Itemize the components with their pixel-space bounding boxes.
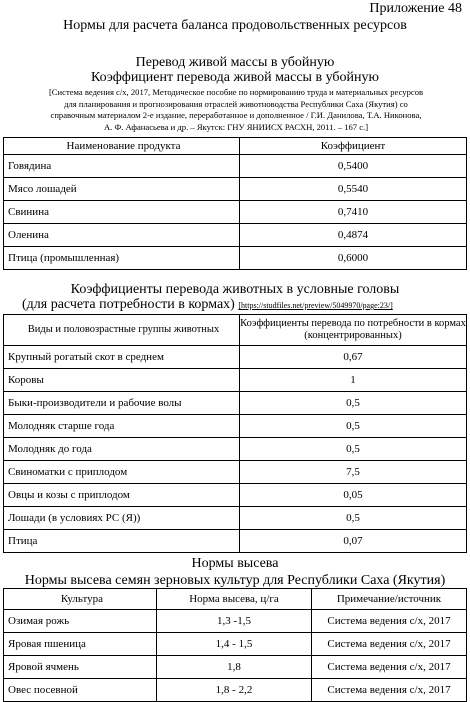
source-line: [Система ведения с/х, 2017, Методическое пособие по нормированию труда и материальных ресурсов [48, 87, 424, 97]
coefficient-cell: 0,05 [240, 484, 467, 507]
animal-group-cell: Птица [4, 530, 240, 553]
slaughter-coefficient-table [3, 137, 467, 270]
crop-cell: Озимая рожь [4, 610, 157, 633]
animal-group-cell: Свиноматки с приплодом [4, 461, 240, 484]
table-row [4, 507, 467, 530]
animal-group-cell: Овцы и козы с приплодом [4, 484, 240, 507]
section2-heading: Коэффициенты перевода животных в условные головы [70, 282, 400, 297]
table-row [4, 610, 467, 633]
coefficient-cell: 0,67 [240, 346, 467, 369]
table-header-row [4, 138, 467, 155]
table-row [4, 438, 467, 461]
column-header-seeding-rate: Норма высева, ц/га [157, 589, 312, 610]
section2-subheading: (для расчета потребности в кормах) [22, 297, 235, 312]
coefficient-cell: 0,5400 [240, 155, 467, 178]
table-header-row [4, 315, 467, 346]
column-header-crop: Культура [4, 589, 157, 610]
crop-cell: Яровая пшеница [4, 633, 157, 656]
seeding-rate-cell: 1,4 - 1,5 [157, 633, 312, 656]
section2-subheading-line [22, 297, 393, 313]
coefficient-cell: 0,07 [240, 530, 467, 553]
coefficient-cell: 0,5 [240, 507, 467, 530]
coefficient-cell: 0,5540 [240, 178, 467, 201]
coefficient-cell: 0,7410 [240, 201, 467, 224]
product-cell: Мясо лошадей [4, 178, 240, 201]
product-cell: Оленина [4, 224, 240, 247]
table-row [4, 201, 467, 224]
page-title: Нормы для расчета баланса продовольственных ресурсов [63, 18, 407, 33]
product-cell: Свинина [4, 201, 240, 224]
table-row [4, 415, 467, 438]
note-cell: Система ведения с/х, 2017 [312, 656, 467, 679]
table-row [4, 679, 467, 702]
seeding-rate-cell: 1,3 -1,5 [157, 610, 312, 633]
coefficient-cell: 1 [240, 369, 467, 392]
coefficient-cell: 0,4874 [240, 224, 467, 247]
column-header-animal-group: Виды и половозрастные группы животных [4, 315, 240, 346]
table-row [4, 247, 467, 270]
column-header-feed-coefficient: Коэффициенты перевода по потребности в кормах (концентрированных) [240, 315, 467, 346]
table-row [4, 346, 467, 369]
table-row [4, 155, 467, 178]
seeding-rate-cell: 1,8 [157, 656, 312, 679]
livestock-unit-table [3, 314, 467, 553]
crop-cell: Овес посевной [4, 679, 157, 702]
column-header-product: Наименование продукта [4, 138, 240, 155]
animal-group-cell: Коровы [4, 369, 240, 392]
coefficient-cell: 0,5 [240, 392, 467, 415]
animal-group-cell: Крупный рогатый скот в среднем [4, 346, 240, 369]
column-header-coefficient: Коэффициент [240, 138, 467, 155]
note-cell: Система ведения с/х, 2017 [312, 610, 467, 633]
table-row [4, 224, 467, 247]
note-cell: Система ведения с/х, 2017 [312, 679, 467, 702]
seeding-rate-table [3, 588, 467, 702]
crop-cell: Яровой ячмень [4, 656, 157, 679]
product-cell: Птица (промышленная) [4, 247, 240, 270]
product-cell: Говядина [4, 155, 240, 178]
source-line: для планирования и прогнозирования отраслей животноводства Республики Саха (Якутия) со [64, 98, 408, 109]
animal-group-cell: Молодняк до года [4, 438, 240, 461]
section3-subheading: Нормы высева семян зерновых культур для Республики Саха (Якутия) [24, 573, 446, 588]
animal-group-cell: Быки-производители и рабочие волы [4, 392, 240, 415]
source-citation [20, 87, 452, 133]
animal-group-cell: Молодняк старше года [4, 415, 240, 438]
table-row [4, 178, 467, 201]
appendix-label: Приложение 48 [369, 1, 462, 16]
table-row [4, 633, 467, 656]
coefficient-cell: 7,5 [240, 461, 467, 484]
source-line: справочным материалом 2-е издание, переработанное и дополненное / Г.И. Данилова, Т.А. Никонова, [50, 110, 422, 120]
section3-heading: Нормы высева [191, 556, 279, 571]
note-cell: Система ведения с/х, 2017 [312, 633, 467, 656]
column-header-note: Примечание/источник [312, 589, 467, 610]
table-row [4, 461, 467, 484]
table-header-row [4, 589, 467, 610]
animal-group-cell: Лошади (в условиях РС (Я)) [4, 507, 240, 530]
coefficient-cell: 0,5 [240, 415, 467, 438]
coefficient-cell: 0,6000 [240, 247, 467, 270]
table-row [4, 369, 467, 392]
coefficient-cell: 0,5 [240, 438, 467, 461]
section1-heading: Перевод живой массы в убойную [135, 55, 335, 70]
seeding-rate-cell: 1,8 - 2,2 [157, 679, 312, 702]
source-line: А. Ф. Афанасьева и др. – Якутск: ГНУ ЯНИИСХ РАСХН, 2011. – 167 с.] [103, 121, 369, 132]
table-row [4, 656, 467, 679]
table-row [4, 392, 467, 415]
section1-subheading: Коэффициент перевода живой массы в убойную [91, 70, 379, 85]
source-link[interactable]: [https://studfiles.net/preview/5049970/page:23/] [238, 301, 393, 310]
table-row [4, 484, 467, 507]
table-row [4, 530, 467, 553]
